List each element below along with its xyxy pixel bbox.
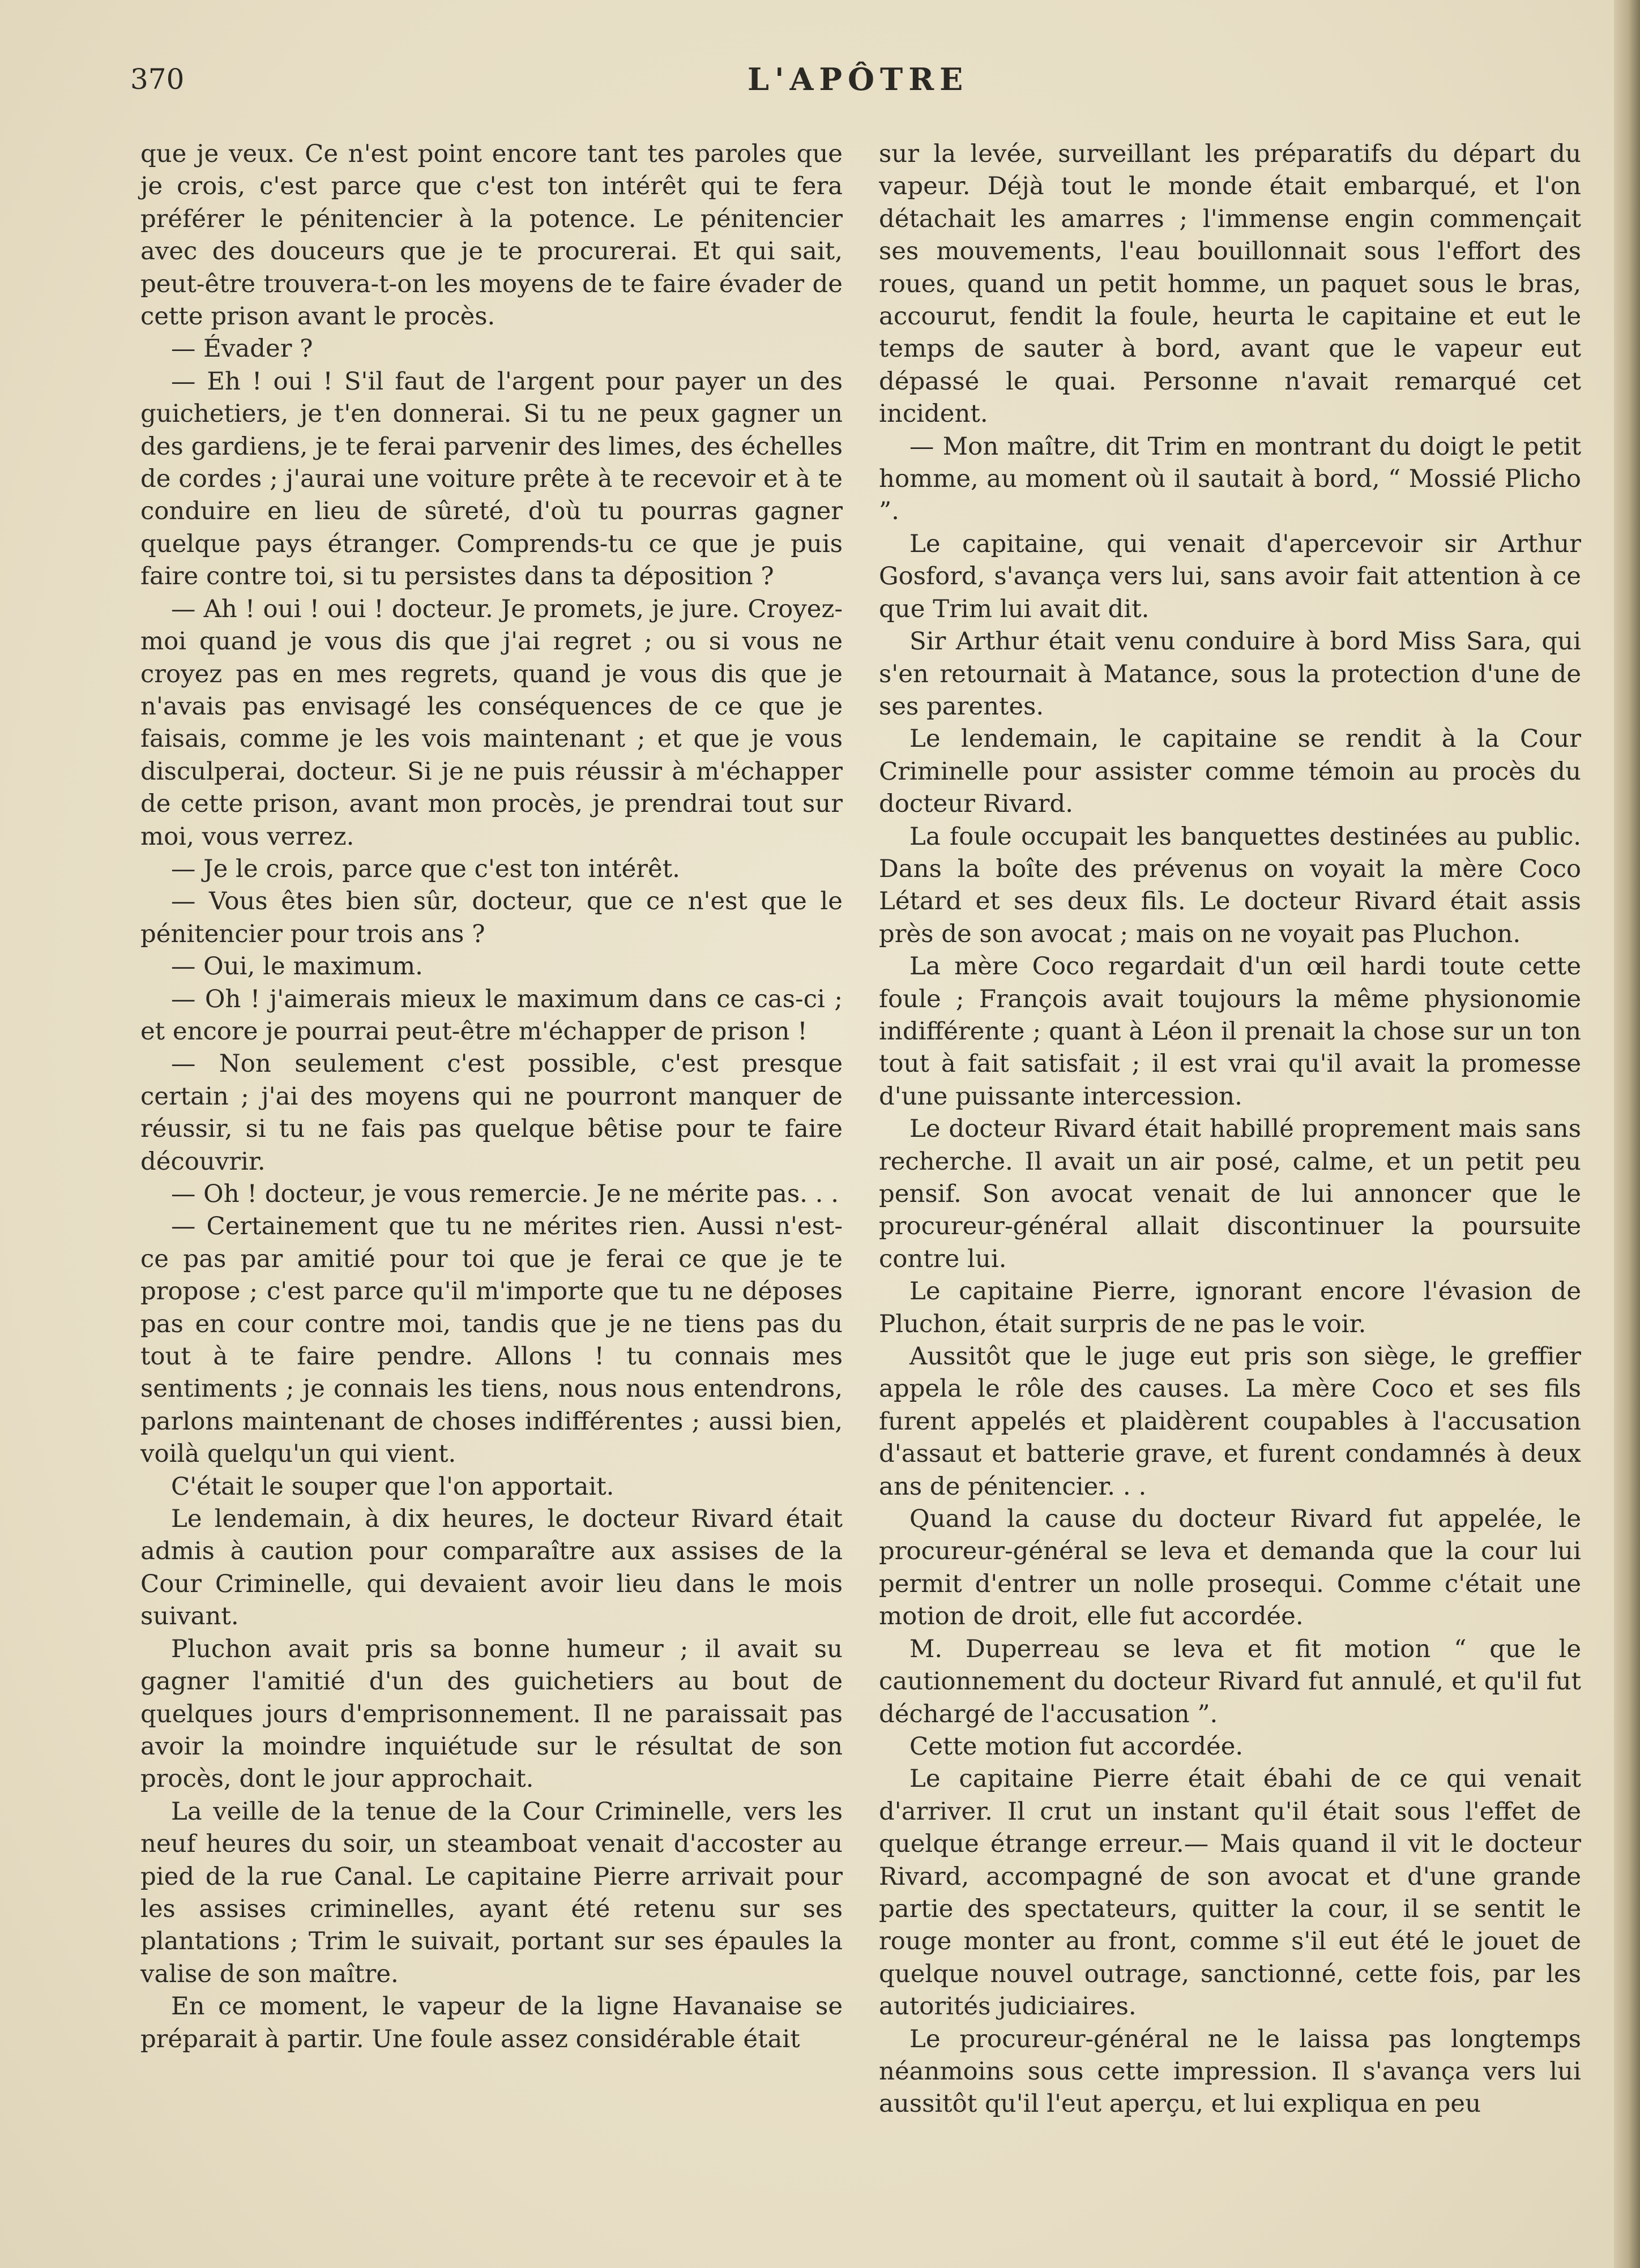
paragraph: La foule occupait les banquettes destinées au public. Dans la boîte des prévenus on voyait la mère Coco Létard et ses deux fils. Le docteur Rivard était assis près de son avocat ; mais on ne voyait pas Pluchon. bbox=[879, 822, 1581, 948]
paragraph: — Oh ! docteur, je vous remercie. Je ne mérite pas. . . bbox=[171, 1180, 839, 1208]
left-column bbox=[140, 138, 843, 2056]
paragraph: Le docteur Rivard était habillé proprement mais sans recherche. Il avait un air posé, calme, et un petit peu pensif. Son avocat venait de lui annoncer que le procureur-général allait discontinuer la poursuite contre lui. bbox=[879, 1115, 1581, 1273]
paragraph: Quand la cause du docteur Rivard fut appelée, le procureur-général se leva et demanda que la cour lui permit d'entrer un nolle prosequi. Comme c'était une motion de droit, elle fut accordée. bbox=[879, 1505, 1581, 1631]
paragraph: La veille de la tenue de la Cour Criminelle, vers les neuf heures du soir, un steamboat venait d'accoster au pied de la rue Canal. Le capitaine Pierre arrivait pour les assises criminelles, ayant été retenu sur ses plantations ; Trim le suivait, portant sur ses épaules la valise de son maître. bbox=[140, 1797, 843, 1988]
paragraph: sur la levée, surveillant les préparatifs du départ du vapeur. Déjà tout le monde était embarqué, et l'on détachait les amarres ; l'immense engin commençait ses mouvements, l'eau bouillonnait sous l'effort des roues, quand un petit homme, un paquet sous le bras, accourut, fendit la foule, heurta le capitaine et eut le temps de sauter à bord, avant que le vapeur eut dépassé le quai. Personne n'avait remarqué cet incident. bbox=[879, 140, 1581, 429]
paragraph: Cette motion fut accordée. bbox=[909, 1732, 1244, 1761]
paragraph: Pluchon avait pris sa bonne humeur ; il avait su gagner l'amitié d'un des guichetiers au bout de quelques jours d'emprisonnement. Il ne paraissait pas avoir la moindre inquiétude sur le résultat de son procès, dont le jour approchait. bbox=[140, 1634, 843, 1794]
paragraph: — Non seulement c'est possible, c'est presque certain ; j'ai des moyens qui ne pourront manquer de réussir, si tu ne fais pas quelque bêtise pour te faire découvrir. bbox=[140, 1050, 843, 1176]
paragraph: Le capitaine Pierre, ignorant encore l'évasion de Pluchon, était surpris de ne pas le voir. bbox=[879, 1277, 1581, 1338]
book-spine-shadow bbox=[1614, 0, 1640, 2268]
paragraph: La mère Coco regardait d'un œil hardi toute cette foule ; François avait toujours la même physionomie indifférente ; quant à Léon il prenait la chose sur un ton tout à fait satisfait ; il est vrai qu'il avait la promesse d'une puissante intercession. bbox=[879, 952, 1581, 1111]
paragraph: — Certainement que tu ne mérites rien. Aussi n'est-ce pas par amitié pour toi que je ferai ce que je te propose ; c'est parce qu'il m'importe que tu ne déposes pas en cour contre moi, tandis que je ne tiens pas du tout à te faire pendre. Allons ! tu connais mes sentiments ; je connais les tiens, nous nous entendrons, parlons maintenant de choses indifférentes ; aussi bien, voilà quelqu'un qui vient. bbox=[140, 1212, 843, 1469]
paragraph: M. Duperreau se leva et fit motion “ que le cautionnement du docteur Rivard fut annulé, et qu'il fut déchargé de l'accusation ”. bbox=[879, 1634, 1581, 1728]
paragraph: — Vous êtes bien sûr, docteur, que ce n'est que le pénitencier pour trois ans ? bbox=[140, 887, 843, 948]
paragraph: — Mon maître, dit Trim en montrant du doigt le petit homme, au moment où il sautait à bord, “ Mossié Plicho ”. bbox=[879, 432, 1581, 526]
paragraph: Aussitôt que le juge eut pris son siège, le greffier appela le rôle des causes. La mère Coco et ses fils furent appelés et plaidèrent coupables à l'accusation d'assaut et batterie grave, et furent condamnés à deux ans de pénitencier. . . bbox=[879, 1342, 1581, 1501]
running-title: L'APÔTRE bbox=[748, 61, 969, 97]
page-number: 370 bbox=[130, 63, 185, 96]
paragraph: — Oh ! j'aimerais mieux le maximum dans ce cas-ci ; et encore je pourrai peut-être m'échapper de prison ! bbox=[140, 985, 843, 1046]
paragraph: — Oui, le maximum. bbox=[171, 952, 423, 981]
paragraph: Le capitaine Pierre était ébahi de ce qui venait d'arriver. Il crut un instant qu'il était sous l'effet de quelque étrange erreur.— Mais quand il vit le docteur Rivard, accompagné de son avocat et d'une grande partie des spectateurs, quitter la cour, il se sentit le rouge monter au front, comme s'il eut été le jouet de quelque nouvel outrage, sanctionné, cette fois, par les autorités judiciaires. bbox=[879, 1765, 1581, 2021]
paragraph: Sir Arthur était venu conduire à bord Miss Sara, qui s'en retournait à Matance, sous la protection d'une de ses parentes. bbox=[879, 627, 1581, 721]
paragraph: — Évader ? bbox=[171, 335, 313, 363]
paragraph: — Ah ! oui ! oui ! docteur. Je promets, je jure. Croyez-moi quand je vous dis que j'ai regret ; ou si vous ne croyez pas en mes regrets, quand je vous dis que je n'avais pas envisagé les conséquences de ce que je faisais, comme je les vois maintenant ; et que je vous disculperai, docteur. Si je ne puis réussir à m'échapper de cette prison, avant mon procès, je prendrai tout sur moi, vous verrez. bbox=[140, 594, 843, 851]
paragraph: — Eh ! oui ! S'il faut de l'argent pour payer un des guichetiers, je t'en donnerai. Si tu ne peux gagner un des gardiens, je te ferai parvenir des limes, des échelles de cordes ; j'aurai une voiture prête à te recevoir et à te conduire en lieu de sûreté, d'où tu pourras gagner quelque pays étranger. Comprends-tu ce que je puis faire contre toi, si tu persistes dans ta déposition ? bbox=[140, 367, 843, 591]
paragraph: Le lendemain, le capitaine se rendit à la Cour Criminelle pour assister comme témoin au procès du docteur Rivard. bbox=[879, 725, 1581, 819]
paragraph: C'était le souper que l'on apportait. bbox=[171, 1472, 614, 1501]
paragraph: Le procureur-général ne le laissa pas longtemps néanmoins sous cette impression. Il s'avança vers lui aussitôt qu'il l'eut aperçu, et lui expliqua en peu bbox=[879, 2025, 1581, 2119]
paragraph: Le lendemain, à dix heures, le docteur Rivard était admis à caution pour comparaître aux assises de la Cour Criminelle, qui devaient avoir lieu dans le mois suivant. bbox=[140, 1505, 843, 1631]
paragraph: Le capitaine, qui venait d'apercevoir sir Arthur Gosford, s'avança vers lui, sans avoir fait attention à ce que Trim lui avait dit. bbox=[879, 529, 1581, 623]
paragraph: En ce moment, le vapeur de la ligne Havanaise se préparait à partir. Une foule assez considérable était bbox=[140, 1992, 843, 2053]
paragraph: — Je le crois, parce que c'est ton intérêt. bbox=[171, 854, 680, 883]
page-header bbox=[0, 61, 1640, 101]
paragraph: que je veux. Ce n'est point encore tant tes paroles que je crois, c'est parce que c'est ton intérêt qui te fera préférer le pénitencier à la potence. Le pénitencier avec des douceurs que je te procurerai. Et qui sait, peut-être trouvera-t-on les moyens de te faire évader de cette prison avant le procès. bbox=[140, 140, 843, 331]
right-column bbox=[879, 138, 1581, 2121]
